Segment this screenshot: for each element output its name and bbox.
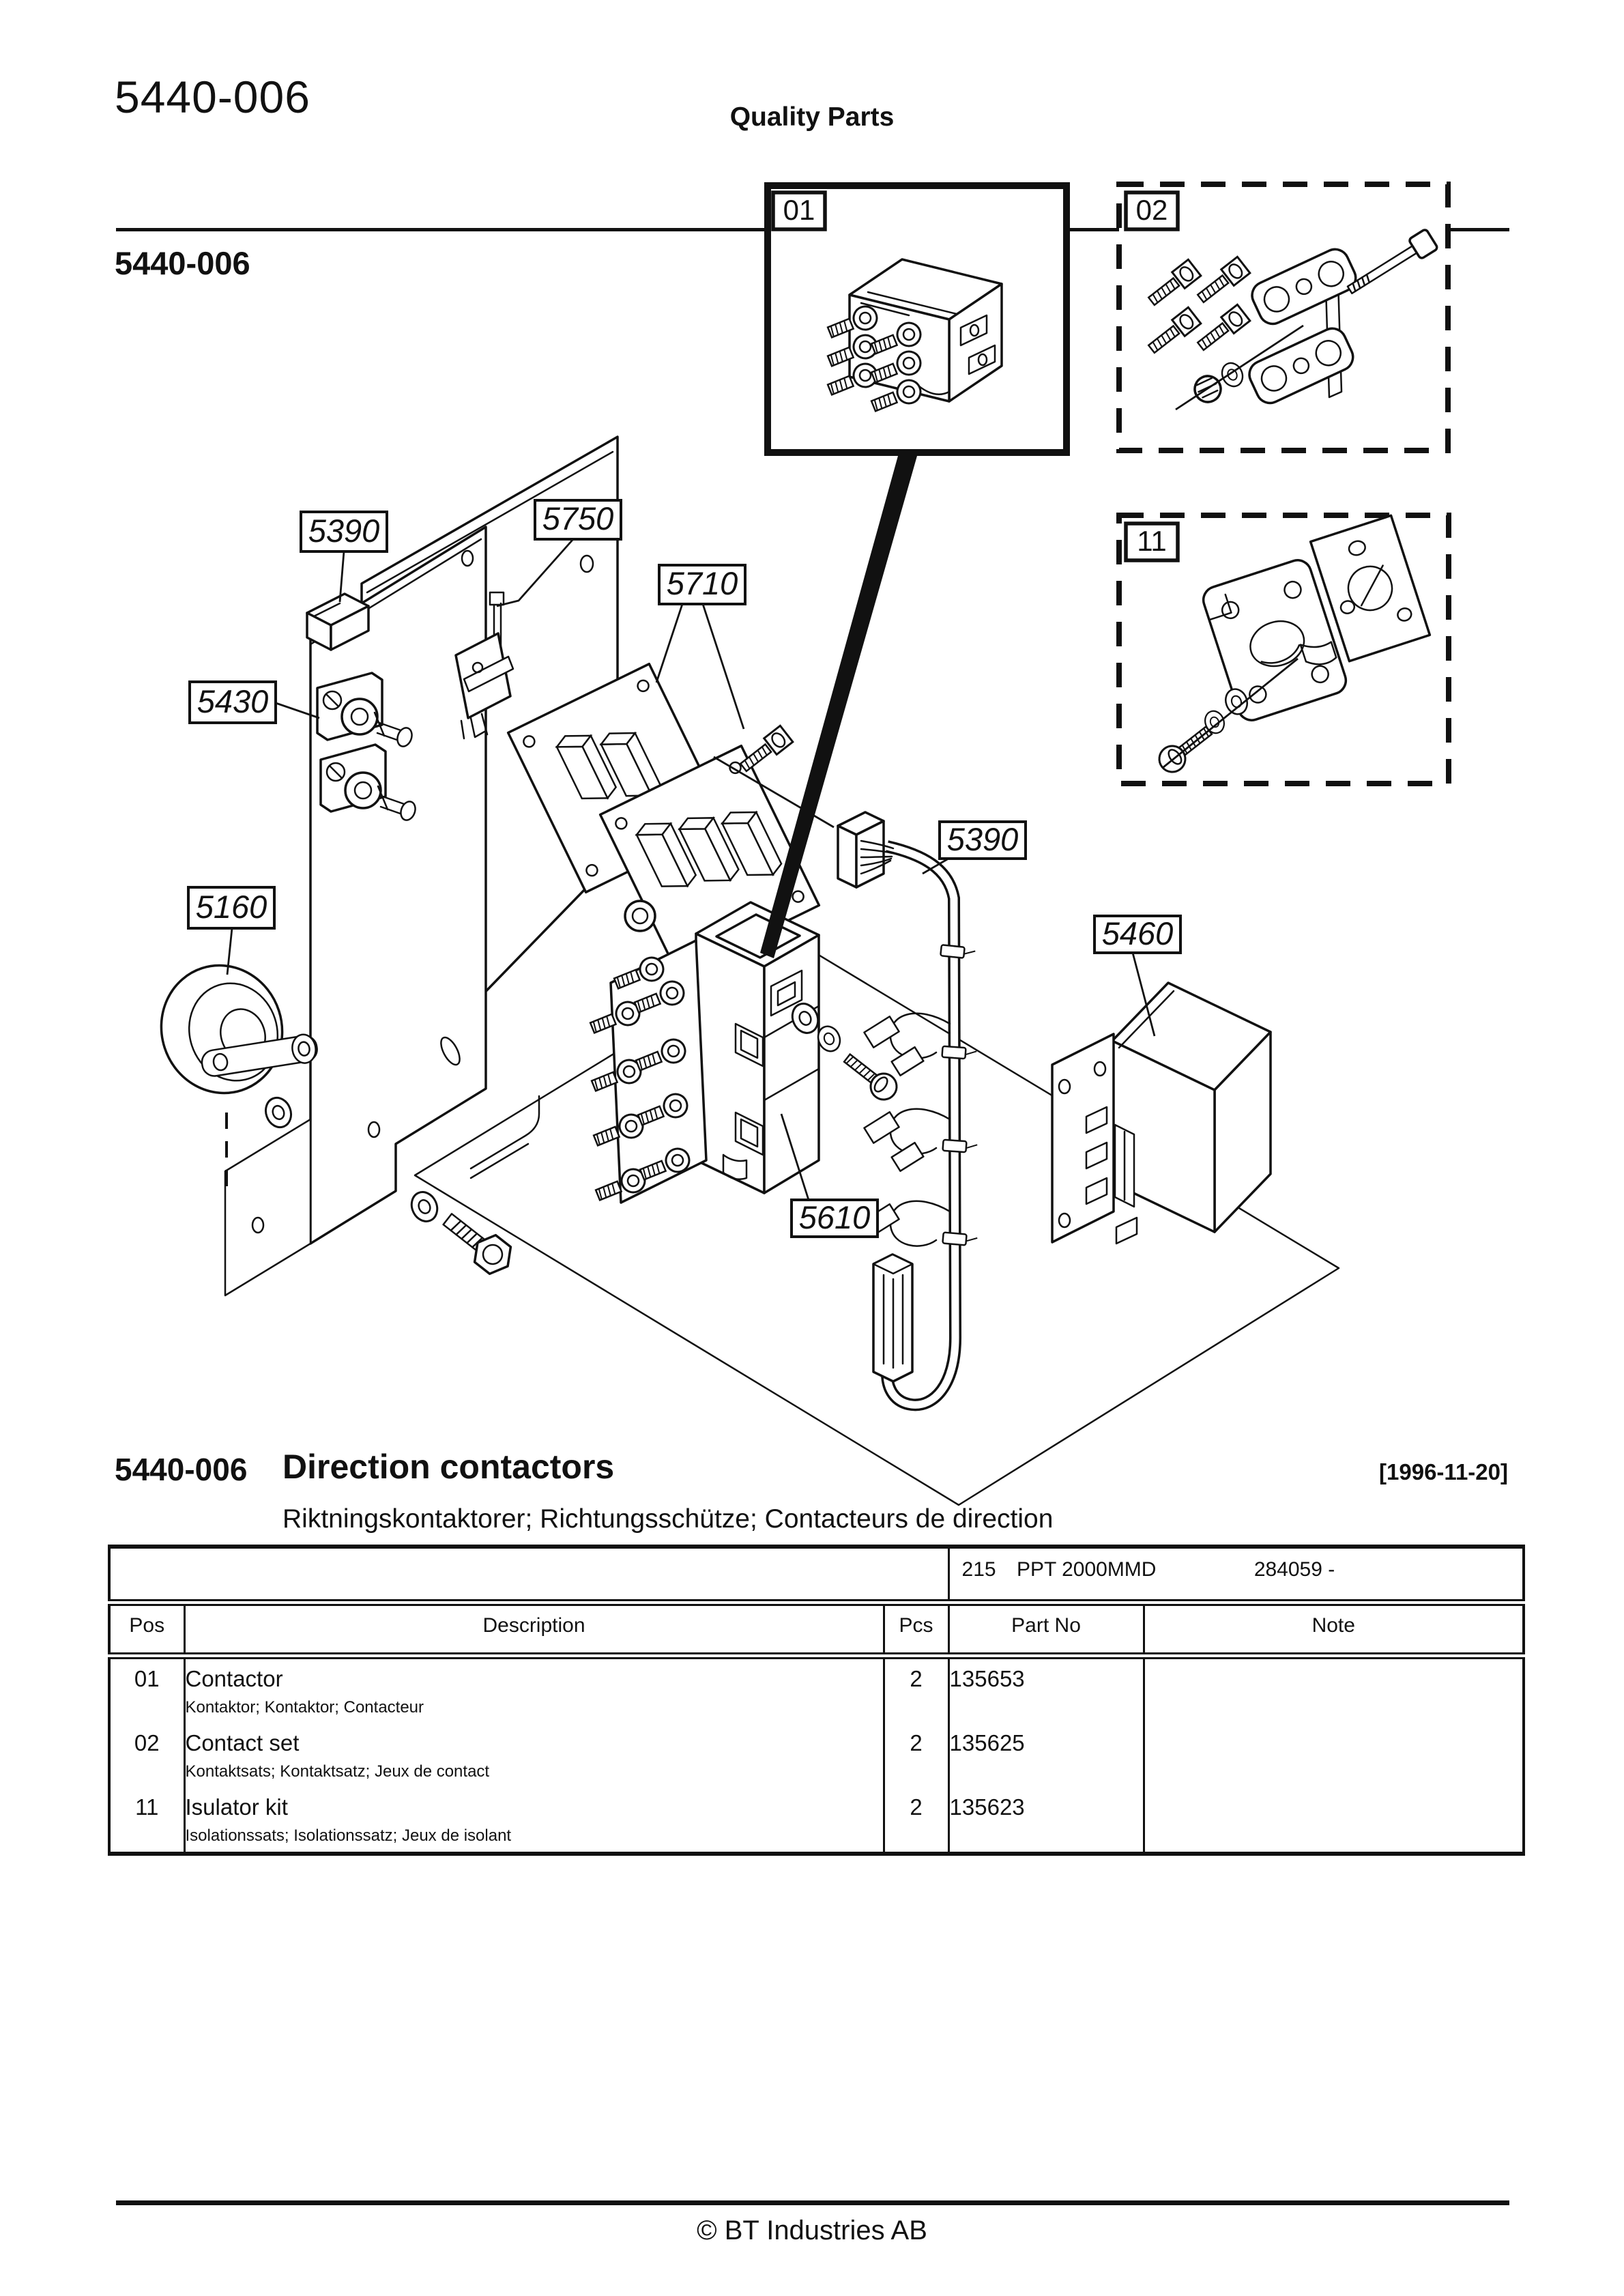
row-description: [184, 1723, 884, 1788]
description-alt: Kontaktor; Kontaktor; Contacteur: [185, 1698, 424, 1717]
row-pos: 01: [134, 1666, 160, 1691]
callout-5460: 5460: [1101, 915, 1174, 951]
section-subtitle: Riktningskontaktorer; Richtungsschütze; Contacteurs de direction: [282, 1504, 1054, 1534]
callout-5390-left: 5390: [308, 513, 380, 549]
row-pos: 11: [135, 1794, 159, 1820]
parts-table-wrapper: [108, 1545, 1525, 1856]
footer-copyright: © BT Industries AB: [697, 2215, 927, 2245]
inset-11: [1119, 515, 1449, 784]
row-note: [1144, 1656, 1524, 1723]
harness-connector-top: [838, 812, 893, 887]
controller-5460: [1052, 983, 1271, 1244]
description-main: Contact set: [185, 1730, 300, 1755]
bottom-hook: [471, 1096, 539, 1178]
description-main: Isulator kit: [185, 1794, 288, 1820]
row-partno: 135625: [948, 1723, 1144, 1788]
row-pcs: 2: [884, 1788, 948, 1854]
callout-5710: 5710: [666, 565, 738, 601]
section-code: 5440-006: [115, 1452, 248, 1487]
detail-leader-wedge: [760, 456, 917, 958]
model-cell: [948, 1547, 1524, 1603]
figure-code: 5440-006: [115, 245, 250, 281]
description-main: Contactor: [185, 1666, 283, 1691]
inset-11-label: 11: [1137, 525, 1167, 557]
footer-rule: [116, 2200, 1509, 2205]
model-number: 215: [961, 1558, 996, 1581]
row-note: [1144, 1723, 1524, 1788]
table-row: [109, 1723, 1524, 1788]
parts-table: [108, 1545, 1525, 1856]
row-pcs: 2: [884, 1723, 948, 1788]
inset-01-label: 01: [783, 194, 815, 226]
page-title: Quality Parts: [729, 102, 895, 132]
column-header-row: [109, 1603, 1524, 1656]
row-pos: 02: [134, 1730, 160, 1755]
callout-5160: 5160: [195, 889, 267, 925]
col-note: Note: [1144, 1603, 1524, 1656]
col-pos: Pos: [109, 1603, 184, 1656]
panel-screw: [737, 726, 793, 775]
col-pcs: Pcs: [884, 1603, 948, 1656]
callout-5750: 5750: [542, 500, 614, 536]
callout-5610: 5610: [798, 1199, 871, 1235]
wire-harness-5390: [838, 812, 978, 1405]
description-alt: Isolationssats; Isolationssatz; Jeux de isolant: [185, 1826, 512, 1845]
row-pcs: 2: [884, 1656, 948, 1723]
inset-02: [1119, 184, 1448, 450]
description-alt: Kontaktsats; Kontaktsatz; Jeux de contact: [185, 1762, 490, 1781]
contactor-stack: [588, 901, 902, 1206]
page-code: 5440-006: [115, 72, 310, 122]
harness-connector-bottom: [873, 1254, 912, 1381]
table-row: [109, 1788, 1524, 1854]
row-partno: 135623: [948, 1788, 1144, 1854]
section-title: Direction contactors: [282, 1448, 615, 1486]
horn-5160: [145, 949, 319, 1130]
row-partno: 135653: [948, 1656, 1144, 1723]
row-description: [184, 1788, 884, 1854]
table-row: [109, 1656, 1524, 1723]
callout-5430: 5430: [197, 683, 269, 719]
col-description: Description: [184, 1603, 884, 1656]
col-partno: Part No: [948, 1603, 1144, 1656]
washer: [407, 1188, 442, 1226]
model-row: [109, 1547, 1524, 1603]
row-description: [184, 1656, 884, 1723]
inset-01: [768, 186, 1067, 453]
inset-02-label: 02: [1135, 194, 1168, 226]
section-date: [1996-11-20]: [1379, 1459, 1508, 1484]
callout-5390-right: 5390: [946, 821, 1019, 857]
hex-bolt: [437, 1206, 518, 1280]
serial-range: 284059 -: [1253, 1558, 1335, 1581]
model-name: PPT 2000MMD: [1016, 1558, 1157, 1581]
row-note: [1144, 1788, 1524, 1854]
